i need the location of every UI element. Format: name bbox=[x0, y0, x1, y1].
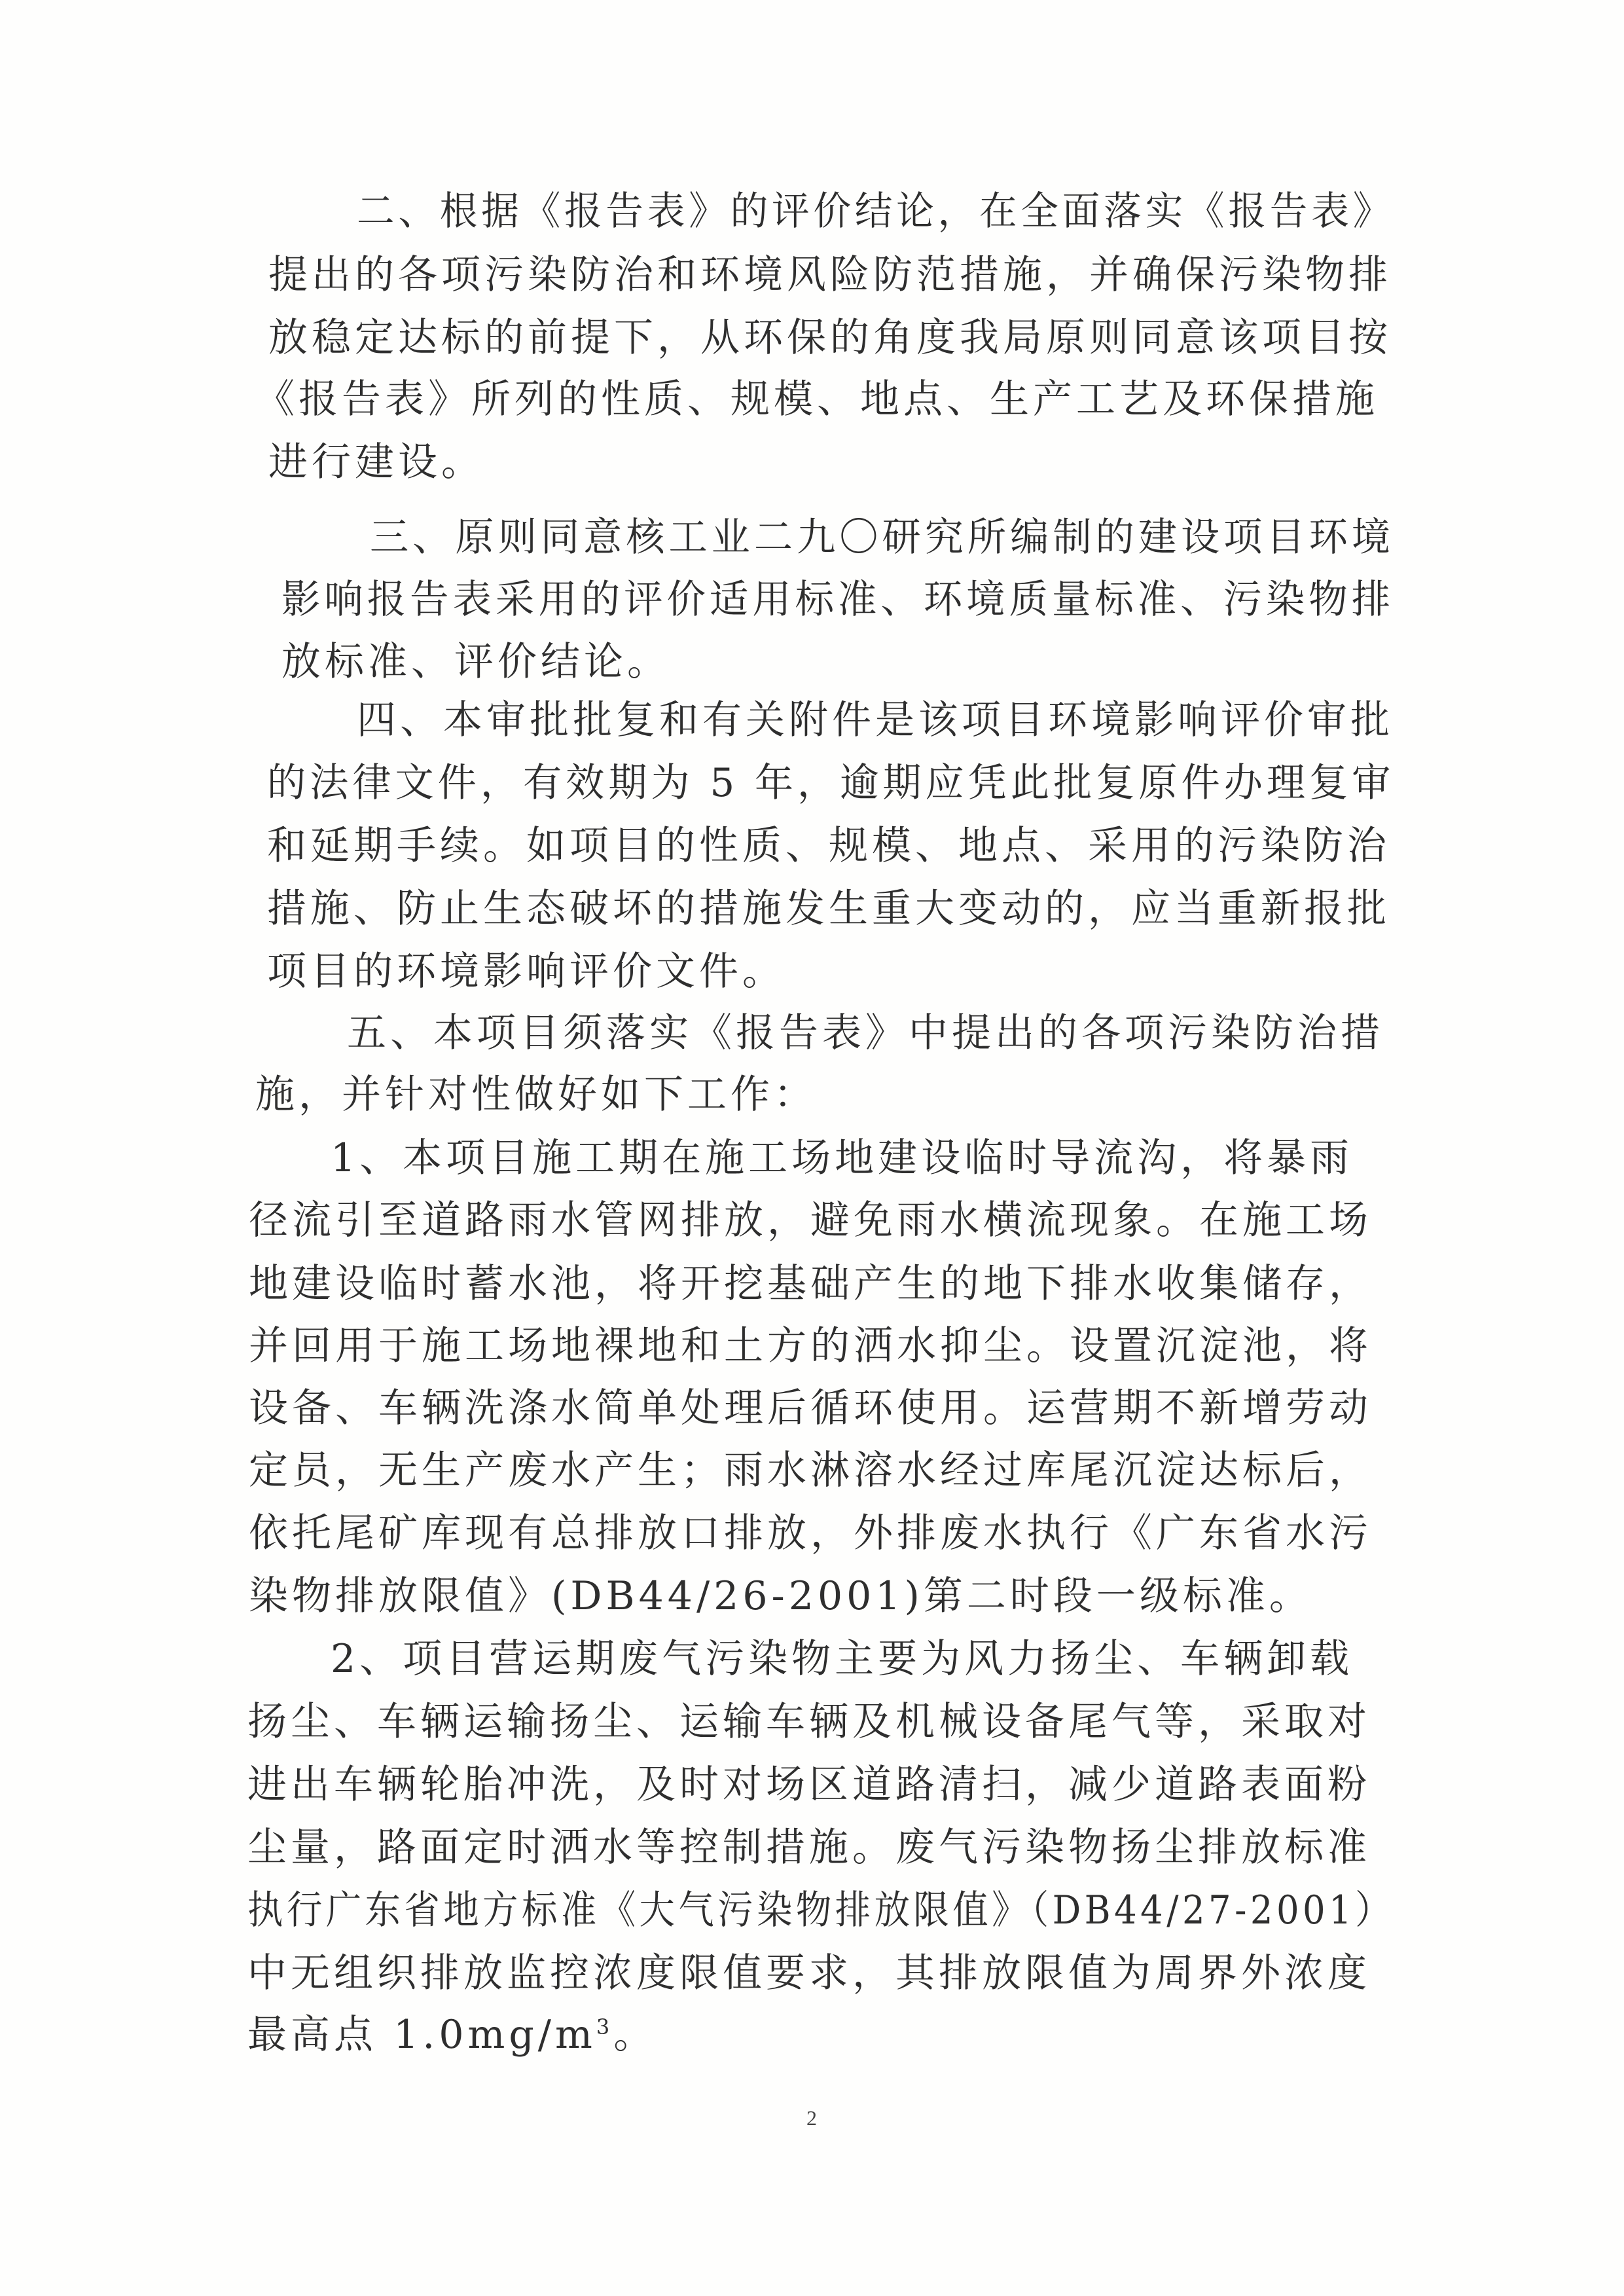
item-1-line-7: 依托尾矿库现有总排放口排放，外排废水执行《广东省水污 bbox=[249, 1510, 1372, 1556]
para-4-line-4: 措施、防止生态破坏的措施发生重大变动的，应当重新报批 bbox=[267, 886, 1390, 932]
para-2-line-5: 进行建设。 bbox=[268, 439, 484, 485]
item-1-line-5: 设备、车辆洗涤水简单处理后循环使用。运营期不新增劳动 bbox=[249, 1385, 1372, 1431]
item-2-line-5: 执行广东省地方标准《大气污染物排放限值》（DB44/27-2001） bbox=[247, 1887, 1395, 1933]
item-1-line-2: 径流引至道路雨水管网排放，避免雨水横流现象。在施工场 bbox=[249, 1197, 1372, 1243]
para-3-line-1: 三、原则同意核工业二九〇研究所编制的建设项目环境 bbox=[370, 515, 1394, 560]
page-number: 2 bbox=[806, 2106, 817, 2130]
para-3-line-2: 影响报告表采用的评价适用标准、环境质量标准、污染物排 bbox=[281, 577, 1395, 623]
para-4-line-2: 的法律文件，有效期为 5 年，逾期应凭此批复原件办理复审 bbox=[267, 760, 1395, 806]
item-1-line-8: 染物排放限值》(DB44/26-2001)第二时段一级标准。 bbox=[249, 1573, 1312, 1619]
item-1-line-4: 并回用于施工场地裸地和土方的洒水抑尘。设置沉淀池，将 bbox=[249, 1323, 1372, 1369]
item-2-line-7-text: 最高点 1.0mg/m bbox=[247, 2012, 596, 2058]
item-1-line-3: 地建设临时蓄水池，将开挖基础产生的地下排水收集储存， bbox=[249, 1261, 1372, 1307]
para-4-line-1: 四、本审批批复和有关附件是该项目环境影响评价审批 bbox=[357, 697, 1394, 743]
item-2-line-7-end: 。 bbox=[613, 2012, 657, 2058]
item-2-line-6: 中无组织排放监控浓度限值要求，其排放限值为周界外浓度 bbox=[247, 1950, 1371, 1996]
superscript-3: 3 bbox=[596, 2014, 614, 2039]
item-2-line-7 bbox=[247, 2011, 657, 2058]
para-2-line-3: 放稳定达标的前提下，从环保的角度我局原则同意该项目按 bbox=[268, 315, 1392, 361]
para-5-line-1: 五、本项目须落实《报告表》中提出的各项污染防治措 bbox=[347, 1010, 1384, 1056]
para-2-line-1: 二、根据《报告表》的评价结论，在全面落实《报告表》 bbox=[357, 189, 1394, 234]
item-1-line-1: 1、本项目施工期在施工场地建设临时导流沟，将暴雨 bbox=[331, 1135, 1354, 1181]
item-2-line-3: 进出车辆轮胎冲洗，及时对场区道路清扫，减少道路表面粉 bbox=[247, 1762, 1371, 1808]
para-2-line-4: 《报告表》所列的性质、规模、地点、生产工艺及环保措施 bbox=[255, 376, 1379, 422]
para-3-line-3: 放标准、评价结论。 bbox=[281, 639, 670, 685]
item-1-line-6: 定员，无生产废水产生；雨水淋溶水经过库尾沉淀达标后， bbox=[249, 1448, 1372, 1493]
para-2-line-2: 提出的各项污染防治和环境风险防范措施，并确保污染物排 bbox=[268, 252, 1392, 298]
item-2-line-2: 扬尘、车辆运输扬尘、运输车辆及机械设备尾气等，采取对 bbox=[247, 1699, 1371, 1745]
item-2-line-4: 尘量，路面定时洒水等控制措施。废气污染物扬尘排放标准 bbox=[247, 1825, 1371, 1870]
para-4-line-5: 项目的环境影响评价文件。 bbox=[267, 949, 785, 994]
item-2-line-1: 2、项目营运期废气污染物主要为风力扬尘、车辆卸载 bbox=[331, 1636, 1354, 1682]
para-5-line-2: 施，并针对性做好如下工作： bbox=[255, 1072, 817, 1118]
para-4-line-3: 和延期手续。如项目的性质、规模、地点、采用的污染防治 bbox=[267, 823, 1390, 869]
